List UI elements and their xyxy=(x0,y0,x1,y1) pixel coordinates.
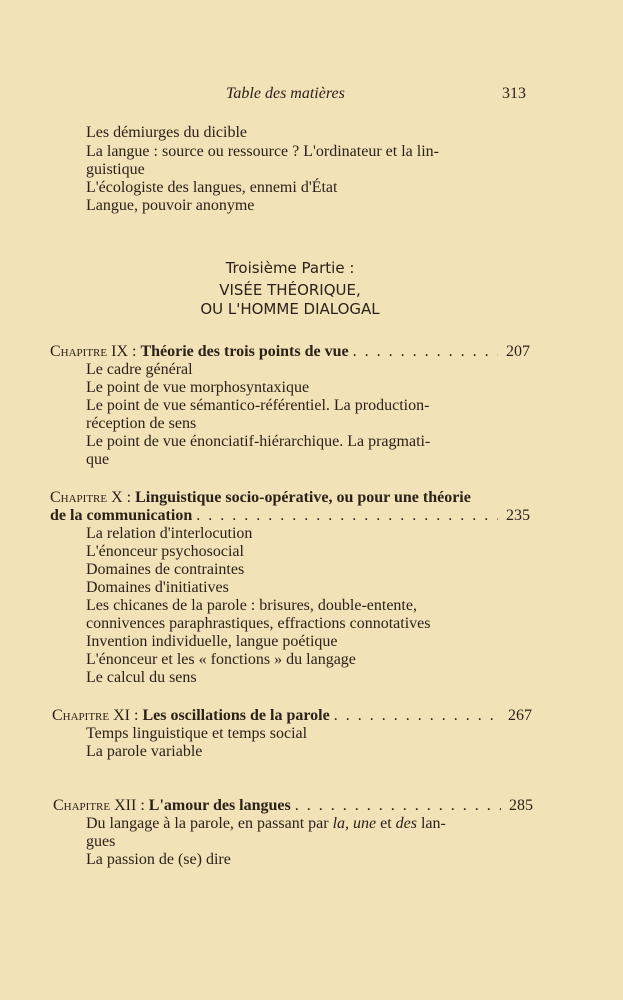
chapter-title: de la communication xyxy=(50,507,193,524)
chapter-separator: : xyxy=(136,797,149,814)
chapter-page: 207 xyxy=(506,343,530,360)
toc-entry: La passion de (se) dire xyxy=(86,851,231,868)
chapter-page: 235 xyxy=(506,507,530,524)
toc-entry xyxy=(86,815,446,833)
toc-entry: Le cadre général xyxy=(86,361,193,378)
dot-leader xyxy=(353,343,498,361)
toc-entry: Les chicanes de la parole : brisures, double-entente, xyxy=(86,597,417,614)
toc-entry: L'énonceur et les « fonctions » du langage xyxy=(86,651,356,668)
toc-entry: Domaines d'initiatives xyxy=(86,579,229,596)
chapter-heading xyxy=(53,797,533,815)
toc-entry: Le point de vue énonciatif-hiérarchique. La pragmati- xyxy=(86,433,431,450)
entry-text: lan- xyxy=(416,815,446,832)
toc-entry: connivences paraphrastiques, effractions connotatives xyxy=(86,615,431,632)
dot-leader xyxy=(196,507,498,525)
toc-entry: Domaines de contraintes xyxy=(86,561,245,578)
chapter-page: 285 xyxy=(509,797,533,814)
toc-entry: Langue, pouvoir anonyme xyxy=(86,197,255,214)
toc-entry: réception de sens xyxy=(86,415,197,432)
part-title: OU L'HOMME DIALOGAL xyxy=(200,300,380,318)
toc-entry: Le calcul du sens xyxy=(86,669,197,686)
part-label: Troisième Partie : xyxy=(225,259,355,277)
chapter-separator: : xyxy=(130,707,143,724)
chapter-separator: : xyxy=(122,489,136,506)
dot-leader xyxy=(334,707,500,725)
entry-text: Du langage à la parole, en passant par xyxy=(86,815,333,832)
chapter-page: 267 xyxy=(508,707,532,724)
toc-entry: Temps linguistique et temps social xyxy=(86,725,308,742)
toc-entry: L'écologiste des langues, ennemi d'État xyxy=(86,179,338,196)
chapter-heading xyxy=(50,489,530,507)
toc-entry: L'énonceur psychosocial xyxy=(86,543,244,560)
chapter-title: Théorie des trois points de vue xyxy=(140,343,349,360)
toc-entry: guistique xyxy=(86,161,145,178)
toc-entry: Les démiurges du dicible xyxy=(86,124,247,141)
toc-entry: Le point de vue sémantico-référentiel. La production- xyxy=(86,397,430,414)
chapter-label: Chapitre X xyxy=(50,489,123,506)
toc-entry: gues xyxy=(86,833,116,850)
chapter-title: Linguistique socio-opérative, ou pour une théorie xyxy=(135,489,471,506)
toc-entry: La parole variable xyxy=(86,743,203,760)
dot-leader xyxy=(295,797,501,815)
toc-entry: La langue : source ou ressource ? L'ordinateur et la lin- xyxy=(86,143,439,160)
page-number: 313 xyxy=(502,85,526,102)
chapter-heading xyxy=(50,343,530,361)
entry-italic: la, une xyxy=(332,815,377,832)
chapter-label: Chapitre IX xyxy=(50,343,128,360)
toc-entry: que xyxy=(86,451,110,468)
chapter-title: Les oscillations de la parole xyxy=(142,707,330,724)
chapter-separator: : xyxy=(128,343,141,360)
chapter-label: Chapitre XII xyxy=(53,797,137,814)
toc-entry: Le point de vue morphosyntaxique xyxy=(86,379,310,396)
chapter-heading xyxy=(52,707,532,725)
toc-entry: La relation d'interlocution xyxy=(86,525,253,542)
entry-text: et xyxy=(376,815,396,832)
toc-entry: Invention individuelle, langue poétique xyxy=(86,633,338,650)
part-title: VISÉE THÉORIQUE, xyxy=(219,281,361,299)
chapter-heading-continued xyxy=(50,507,530,525)
chapter-label: Chapitre XI xyxy=(52,707,130,724)
entry-italic: des xyxy=(395,815,417,832)
chapter-title: L'amour des langues xyxy=(148,797,291,814)
running-title: Table des matières xyxy=(226,85,345,102)
